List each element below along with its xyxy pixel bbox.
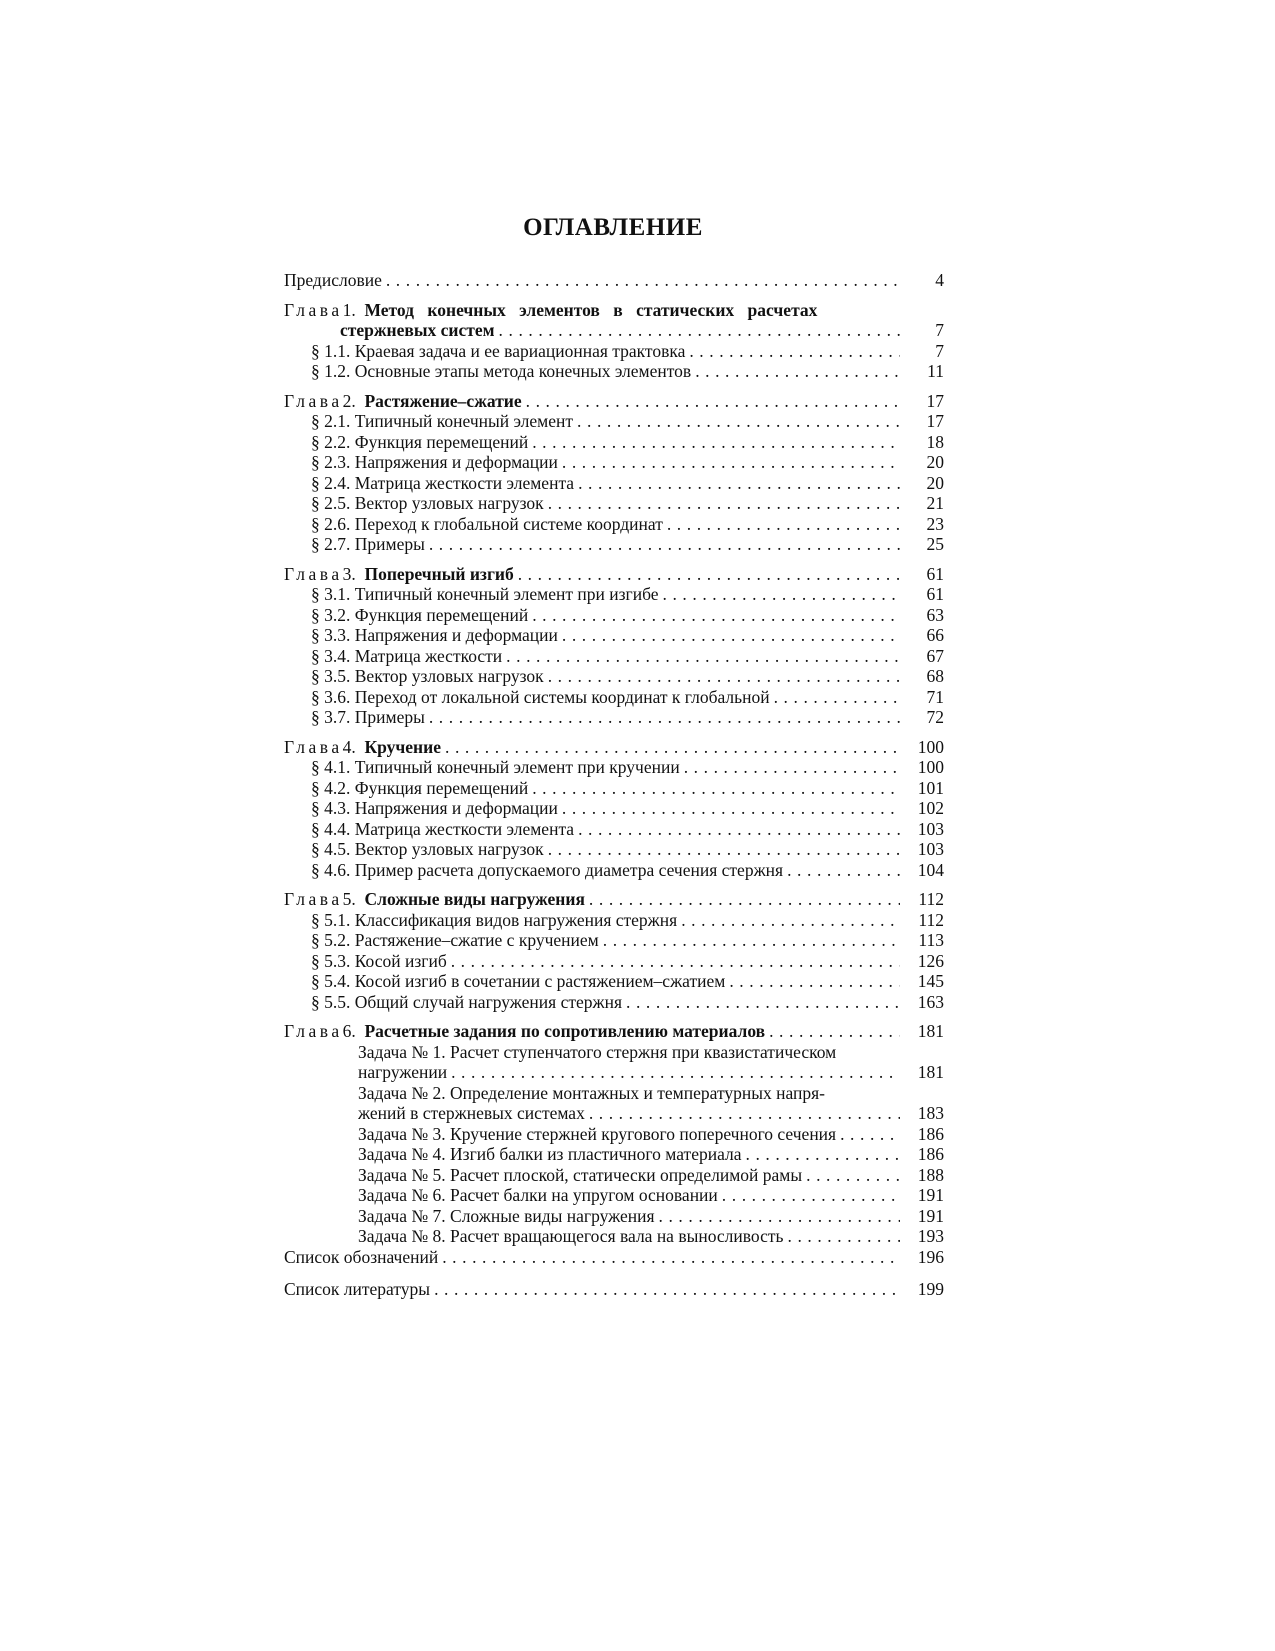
chapter-word: Глава: [284, 390, 343, 411]
task-heading: [284, 1083, 944, 1104]
chapter-word: Глава: [284, 563, 343, 584]
toc-entry-title: Задача № 4. Изгиб балки из пластичного материала: [358, 1144, 742, 1164]
table-of-contents: [284, 270, 944, 1300]
page-number: 11: [927, 361, 944, 381]
leader-dots: [622, 992, 900, 1013]
chapter-title: Метод конечных элементов в статических расчетах: [364, 299, 818, 320]
leader-dots: [574, 473, 900, 494]
toc-entry-title: Матрица жесткости элемента: [354, 472, 575, 493]
leader-dots: [770, 687, 900, 708]
section-number: § 2.6.: [311, 513, 351, 534]
chapter-word: Глава: [284, 299, 343, 320]
toc-section[interactable]: [284, 819, 944, 840]
leader-dots: [599, 930, 900, 951]
toc-entry-title: Кручение: [364, 736, 441, 757]
section-number: § 2.4.: [311, 472, 351, 493]
page-number: 196: [917, 1246, 944, 1267]
page-number: 72: [926, 707, 944, 727]
page-number: 61: [926, 563, 944, 584]
toc-entry-title: Предисловие: [284, 270, 382, 290]
page-number: 20: [926, 472, 944, 493]
page-number: 25: [926, 534, 944, 554]
toc-entry-title: Классификация видов нагружения стержня: [354, 909, 678, 930]
section-number: § 2.7.: [311, 534, 351, 554]
toc-entry-title: Задача № 6. Расчет балки на упругом основании: [358, 1185, 718, 1205]
toc-entry-title: Переход к глобальной системе координат: [354, 513, 663, 534]
leader-dots: [430, 1279, 900, 1300]
leader-dots: [585, 1103, 900, 1124]
toc-entry-title: Краевая задача и ее вариационная трактовка: [354, 340, 686, 361]
page-number: 102: [917, 798, 944, 818]
section-number: § 3.2.: [311, 604, 351, 625]
chapter-1-heading-cont[interactable]: [284, 320, 944, 341]
chapter-word: Глава: [284, 889, 343, 909]
section-number: § 4.2.: [311, 777, 351, 798]
toc-entry-title: Задача № 1. Расчет ступенчатого стержня при квазистатическом: [358, 1041, 837, 1062]
section-number: § 3.7.: [311, 707, 351, 727]
page-number: 7: [935, 320, 944, 340]
toc-entry-title: Расчетные задания по сопротивлению материалов: [364, 1021, 766, 1041]
toc-section[interactable]: [284, 452, 944, 473]
toc-references[interactable]: [284, 1279, 944, 1300]
leader-dots: [502, 646, 900, 667]
page-number: 100: [917, 757, 944, 777]
toc-entry-title: Пример расчета допускаемого диаметра сечения стержня: [354, 859, 784, 880]
section-number: § 4.4.: [311, 818, 351, 839]
toc-task[interactable]: [284, 1185, 944, 1206]
toc-section[interactable]: [284, 971, 944, 992]
page-number: 193: [917, 1226, 944, 1246]
toc-section[interactable]: [284, 992, 944, 1013]
page-number: 23: [926, 513, 944, 534]
chapter-number: 3.: [342, 563, 356, 584]
leader-dots: [558, 798, 900, 819]
toc-section[interactable]: [284, 625, 944, 646]
leader-dots: [447, 951, 900, 972]
page-number: 103: [917, 839, 944, 859]
leader-dots: [836, 1124, 900, 1145]
chapter-1-heading[interactable]: [284, 300, 944, 321]
toc-entry-title: Примеры: [354, 534, 425, 554]
page-number: 181: [917, 1062, 944, 1082]
section-number: § 4.3.: [311, 798, 351, 818]
toc-section[interactable]: [284, 341, 944, 362]
chapter-word: Глава: [284, 1021, 343, 1041]
page-number: 17: [926, 411, 944, 431]
leader-dots: [783, 860, 900, 881]
toc-section[interactable]: [284, 473, 944, 494]
toc-entry-title: Функция перемещений: [354, 604, 529, 625]
toc-section[interactable]: [284, 839, 944, 860]
toc-entry-title: Косой изгиб: [354, 950, 447, 971]
leader-dots: [514, 564, 900, 585]
toc-entry-title: Переход от локальной системы координат к глобальной: [354, 686, 770, 707]
page-number: 112: [918, 889, 944, 909]
toc-task[interactable]: [284, 1062, 944, 1083]
leader-dots: [544, 839, 900, 860]
page-number: 191: [917, 1185, 944, 1205]
toc-entry-title: Задача № 2. Определение монтажных и температурных напря-: [358, 1082, 825, 1103]
section-number: § 2.5.: [311, 493, 351, 513]
toc-section[interactable]: [284, 778, 944, 799]
toc-entry-title: Вектор узловых нагрузок: [354, 839, 544, 859]
toc-section[interactable]: [284, 493, 944, 514]
leader-dots: [522, 391, 900, 412]
page-number: 61: [926, 584, 944, 604]
leader-dots: [742, 1144, 901, 1165]
page-number: 68: [926, 666, 944, 686]
page-number: 112: [918, 909, 944, 930]
leader-dots: [544, 493, 900, 514]
page-number: 100: [917, 736, 944, 757]
leader-dots: [438, 1247, 900, 1268]
toc-entry-title: Задача № 5. Расчет плоской, статически определимой рамы: [358, 1164, 803, 1185]
toc-section[interactable]: [284, 514, 944, 535]
leader-dots: [659, 584, 900, 605]
chapter-number: 1.: [342, 299, 356, 320]
chapter-4-heading[interactable]: [284, 737, 944, 758]
toc-entry-title: Типичный конечный элемент: [354, 411, 574, 431]
leader-dots: [447, 1062, 900, 1083]
leader-dots: [680, 757, 900, 778]
toc-section[interactable]: [284, 860, 944, 881]
section-number: § 4.1.: [311, 757, 351, 777]
toc-entry-title: Функция перемещений: [354, 777, 529, 798]
chapter-2-heading[interactable]: [284, 391, 944, 412]
section-number: § 3.3.: [311, 625, 351, 645]
toc-entry-title: Поперечный изгиб: [364, 563, 514, 584]
toc-section[interactable]: [284, 757, 944, 778]
section-number: § 5.1.: [311, 909, 351, 930]
page-number: 126: [917, 950, 944, 971]
chapter-5-heading[interactable]: [284, 889, 944, 910]
toc-entry-title: Основные этапы метода конечных элементов: [354, 361, 692, 381]
toc-section[interactable]: [284, 584, 944, 605]
page-number: 18: [926, 431, 944, 452]
toc-notation[interactable]: [284, 1247, 944, 1268]
leader-dots: [441, 737, 900, 758]
chapter-number: 4.: [342, 736, 356, 757]
page-number: 17: [926, 390, 944, 411]
section-number: § 1.2.: [311, 361, 351, 381]
section-number: § 5.2.: [311, 930, 351, 950]
toc-entry-title: Функция перемещений: [354, 431, 529, 452]
section-number: § 3.6.: [311, 686, 351, 707]
page-number: 104: [917, 859, 944, 880]
page-number: 20: [926, 452, 944, 472]
toc-section[interactable]: [284, 361, 944, 382]
section-number: § 2.2.: [311, 431, 351, 452]
leader-dots: [528, 432, 900, 453]
page-number: 181: [917, 1021, 944, 1041]
chapter-number: 6.: [342, 1021, 356, 1041]
leader-dots: [574, 819, 900, 840]
leader-dots: [425, 707, 900, 728]
section-number: § 5.3.: [311, 950, 351, 971]
toc-entry-title: Напряжения и деформации: [354, 798, 558, 818]
toc-task[interactable]: [284, 1144, 944, 1165]
leader-dots: [691, 361, 900, 382]
page-title: ОГЛАВЛЕНИЕ: [523, 214, 703, 241]
toc-entry-title: нагружении: [358, 1062, 448, 1082]
toc-entry-title: Растяжение–сжатие: [364, 390, 522, 411]
toc-section[interactable]: [284, 605, 944, 626]
toc-entry-title: Задача № 3. Кручение стержней кругового поперечного сечения: [358, 1123, 837, 1144]
toc-entry-title: Задача № 8. Расчет вращающегося вала на выносливость: [358, 1226, 784, 1246]
leader-dots: [725, 971, 900, 992]
page-number: 163: [917, 991, 944, 1012]
leader-dots: [558, 452, 900, 473]
leader-dots: [784, 1226, 901, 1247]
page-number: 66: [926, 625, 944, 645]
toc-entry-title: Косой изгиб в сочетании с растяжением–сжатием: [354, 971, 726, 991]
toc-entry-title: жений в стержневых системах: [358, 1103, 585, 1123]
toc-section[interactable]: [284, 910, 944, 931]
toc-section[interactable]: [284, 707, 944, 728]
toc-entry-title: Примеры: [354, 707, 425, 727]
leader-dots: [663, 514, 900, 535]
section-number: § 2.3.: [311, 452, 351, 472]
toc-preface[interactable]: [284, 270, 944, 291]
toc-section[interactable]: [284, 411, 944, 432]
toc-section[interactable]: [284, 930, 944, 951]
toc-entry-title: Растяжение–сжатие с кручением: [354, 930, 599, 950]
chapter-number: 2.: [342, 390, 356, 411]
leader-dots: [685, 341, 900, 362]
leader-dots: [573, 411, 900, 432]
section-number: § 3.5.: [311, 666, 351, 686]
page-number: 67: [926, 645, 944, 666]
page-number: 71: [926, 686, 944, 707]
section-number: § 4.5.: [311, 839, 351, 859]
toc-task[interactable]: [284, 1124, 944, 1145]
chapter-6-heading[interactable]: [284, 1021, 944, 1042]
toc-entry-title: Типичный конечный элемент при изгибе: [354, 584, 659, 604]
toc-task[interactable]: [284, 1226, 944, 1247]
toc-task[interactable]: [284, 1103, 944, 1124]
toc-entry-title: Типичный конечный элемент при кручении: [354, 757, 680, 777]
page-number: 186: [917, 1144, 944, 1164]
leader-dots: [382, 270, 900, 291]
toc-entry-title: Список обозначений: [284, 1246, 439, 1267]
page-number: 7: [935, 340, 944, 361]
toc-entry-title: Вектор узловых нагрузок: [354, 666, 544, 686]
leader-dots: [802, 1165, 900, 1186]
page-number: 103: [917, 818, 944, 839]
toc-entry-title: Вектор узловых нагрузок: [354, 493, 544, 513]
leader-dots: [558, 625, 900, 646]
page-number: 191: [917, 1205, 944, 1226]
toc-entry-title: Общий случай нагружения стержня: [354, 991, 623, 1012]
toc-entry-title: Сложные виды нагружения: [364, 889, 585, 909]
section-number: § 2.1.: [311, 411, 351, 431]
toc-entry-title: Матрица жесткости элемента: [354, 818, 575, 839]
toc-section[interactable]: [284, 666, 944, 687]
toc-section[interactable]: [284, 646, 944, 667]
leader-dots: [495, 320, 900, 341]
toc-entry-title: Список литературы: [284, 1279, 431, 1299]
task-heading: [284, 1042, 944, 1063]
leader-dots: [655, 1206, 900, 1227]
toc-section[interactable]: [284, 798, 944, 819]
toc-section[interactable]: [284, 432, 944, 453]
page-number: 101: [917, 777, 944, 798]
section-number: § 5.4.: [311, 971, 351, 991]
section-number: § 1.1.: [311, 340, 351, 361]
leader-dots: [528, 778, 900, 799]
section-number: § 3.1.: [311, 584, 351, 604]
section-number: § 4.6.: [311, 859, 351, 880]
toc-section[interactable]: [284, 687, 944, 708]
chapter-number: 5.: [342, 889, 356, 909]
toc-task[interactable]: [284, 1165, 944, 1186]
leader-dots: [528, 605, 900, 626]
chapter-3-heading[interactable]: [284, 564, 944, 585]
toc-entry-title: Матрица жесткости: [354, 645, 503, 666]
page-number: 145: [917, 971, 944, 991]
page-number: 4: [935, 270, 944, 290]
page-number: 113: [918, 930, 944, 950]
chapter-word: Глава: [284, 736, 343, 757]
leader-dots: [677, 910, 900, 931]
section-number: § 3.4.: [311, 645, 351, 666]
toc-entry-title: Напряжения и деформации: [354, 625, 558, 645]
page-number: 63: [926, 604, 944, 625]
toc-entry-title: стержневых систем: [340, 320, 495, 340]
page-number: 186: [917, 1123, 944, 1144]
leader-dots: [765, 1021, 900, 1042]
toc-entry-title: Напряжения и деформации: [354, 452, 558, 472]
page-number: 199: [917, 1279, 944, 1299]
leader-dots: [585, 889, 900, 910]
page-number: 183: [917, 1103, 944, 1123]
toc-entry-title: Задача № 7. Сложные виды нагружения: [358, 1205, 655, 1226]
section-number: § 5.5.: [311, 991, 351, 1012]
page-number: 188: [917, 1164, 944, 1185]
toc-section[interactable]: [284, 951, 944, 972]
leader-dots: [718, 1185, 900, 1206]
leader-dots: [425, 534, 900, 555]
page-number: 21: [926, 493, 944, 513]
leader-dots: [544, 666, 900, 687]
toc-section[interactable]: [284, 534, 944, 555]
toc-task[interactable]: [284, 1206, 944, 1227]
